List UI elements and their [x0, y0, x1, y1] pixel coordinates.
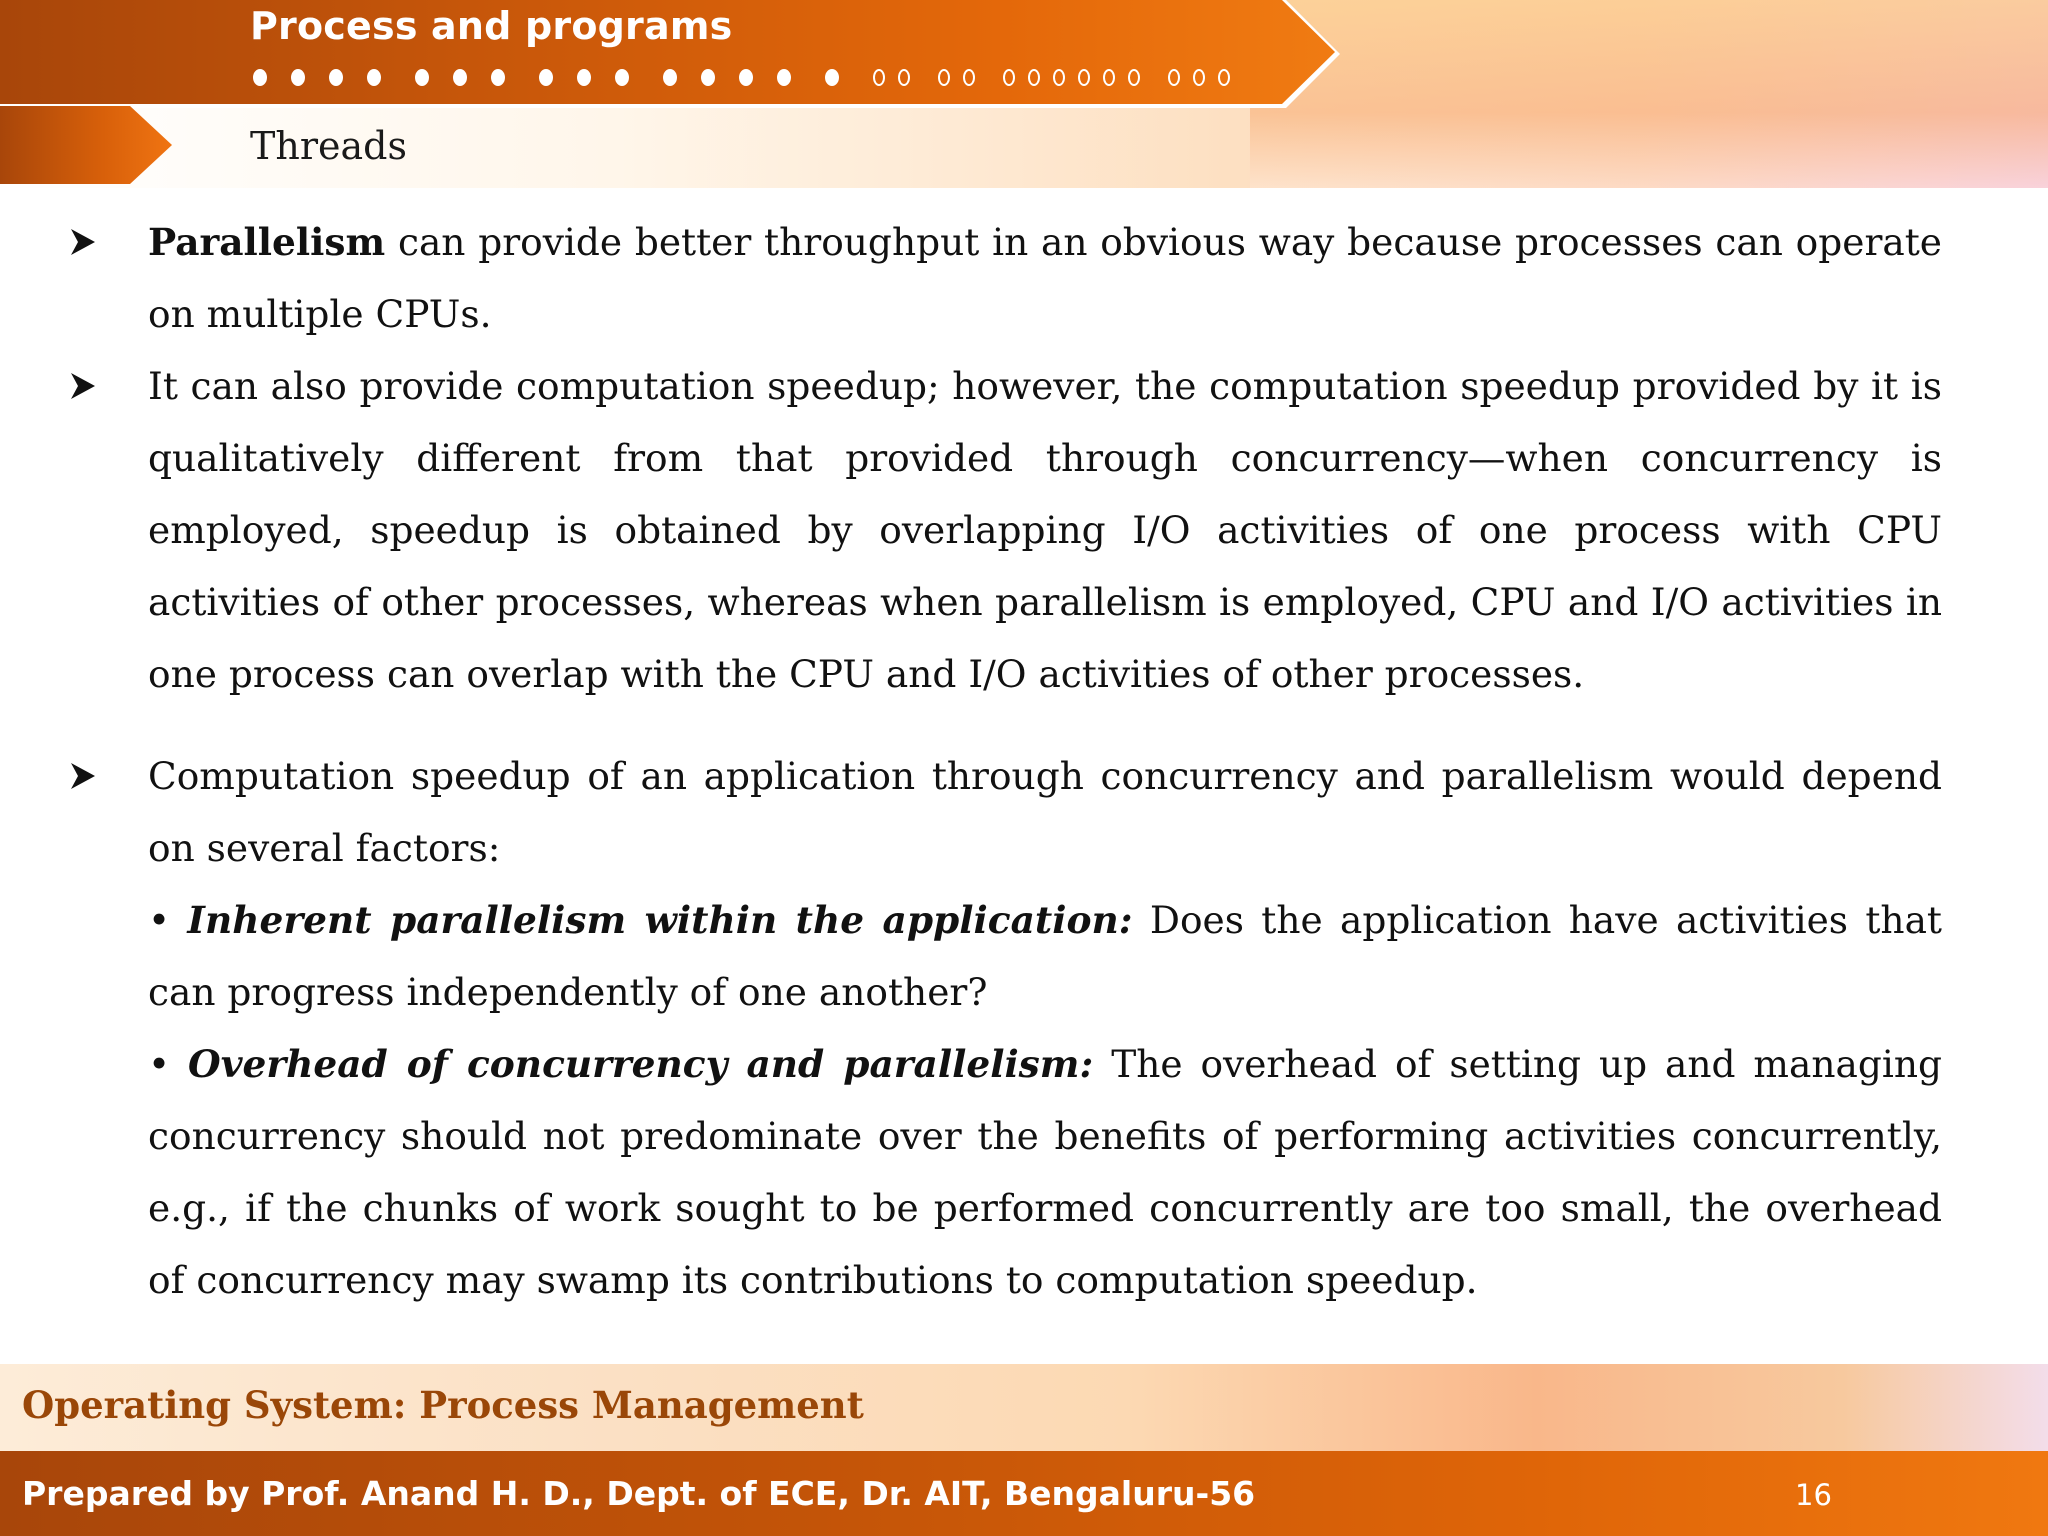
filled-dot-icon — [253, 69, 267, 86]
hollow-dot-icon — [963, 69, 975, 86]
filled-dot-icon — [777, 69, 791, 86]
slide-title: Process and programs — [250, 4, 733, 48]
sub-point-inherent-parallelism — [70, 884, 1942, 1028]
filled-dot-icon — [329, 69, 343, 86]
slide-content — [70, 206, 1942, 1316]
page-number: 16 — [1795, 1478, 1832, 1512]
arrowhead-bullet-icon — [70, 228, 96, 256]
arrowhead-bullet-icon — [70, 372, 96, 400]
hollow-dot-icon — [1053, 69, 1065, 86]
sub-point-overhead — [70, 1028, 1942, 1316]
hollow-dot-icon — [1128, 69, 1140, 86]
bullet-text: Computation speedup of an application through concurrency and parallelism would depend on several factors: — [148, 754, 1942, 870]
slide-subtitle: Threads — [250, 124, 407, 168]
bullet-factors — [70, 740, 1942, 884]
filled-dot-icon — [663, 69, 677, 86]
arrowhead-bullet-icon — [70, 762, 96, 790]
bullet-text: can provide better throughput in an obvious way because processes can operate on multiple CPUs. — [148, 220, 1942, 336]
filled-dot-icon — [577, 69, 591, 86]
bullet-lead-term: Parallelism — [148, 220, 386, 264]
filled-dot-icon — [415, 69, 429, 86]
sub-point-lead-term: Overhead of concurrency and parallelism: — [188, 1042, 1094, 1086]
hollow-dot-icon — [1218, 69, 1230, 86]
hollow-dot-icon — [1103, 69, 1115, 86]
bullet-parallelism — [70, 206, 1942, 350]
bullet-speedup — [70, 350, 1942, 710]
filled-dot-icon — [825, 69, 839, 86]
footer-author: Prepared by Prof. Anand H. D., Dept. of ECE, Dr. AIT, Bengaluru-56 — [22, 1474, 1256, 1513]
hollow-dot-icon — [1028, 69, 1040, 86]
filled-dot-icon — [615, 69, 629, 86]
footer-course-title: Operating System: Process Management — [22, 1383, 864, 1427]
sub-point-marker: • — [148, 898, 171, 942]
filled-dot-icon — [291, 69, 305, 86]
sub-point-text: Does the application have activities that can progress independently of one another? — [148, 898, 1942, 1014]
filled-dot-icon — [491, 69, 505, 86]
sub-point-lead-term: Inherent parallelism within the application: — [187, 898, 1133, 942]
header-glow — [1250, 0, 2048, 188]
hollow-dot-icon — [898, 69, 910, 86]
filled-dot-icon — [539, 69, 553, 86]
hollow-dot-icon — [1078, 69, 1090, 86]
slide-progress-dots — [253, 62, 1258, 92]
sub-point-text: The overhead of setting up and managing concurrency should not predominate over the benefits of performing activities concurrently, e.g., if the chunks of work sought to be performed concurrently are too small, the overhead of concurrency may swamp its contributions to computation speedup. — [148, 1042, 1942, 1302]
sub-point-marker: • — [148, 1042, 171, 1086]
hollow-dot-icon — [873, 69, 885, 86]
hollow-dot-icon — [1193, 69, 1205, 86]
filled-dot-icon — [453, 69, 467, 86]
hollow-dot-icon — [1168, 69, 1180, 86]
hollow-dot-icon — [1003, 69, 1015, 86]
bullet-text: It can also provide computation speedup; however, the computation speedup provided by it is qualitatively different from that provided through concurrency—when concurrency is employed, speedup is obtained by overlapping I/O activities of one process with CPU activities of other processes, whereas when parallelism is employed, CPU and I/O activities in one process can overlap with the CPU and I/O activities of other processes. — [148, 364, 1942, 696]
filled-dot-icon — [367, 69, 381, 86]
hollow-dot-icon — [938, 69, 950, 86]
filled-dot-icon — [701, 69, 715, 86]
filled-dot-icon — [739, 69, 753, 86]
